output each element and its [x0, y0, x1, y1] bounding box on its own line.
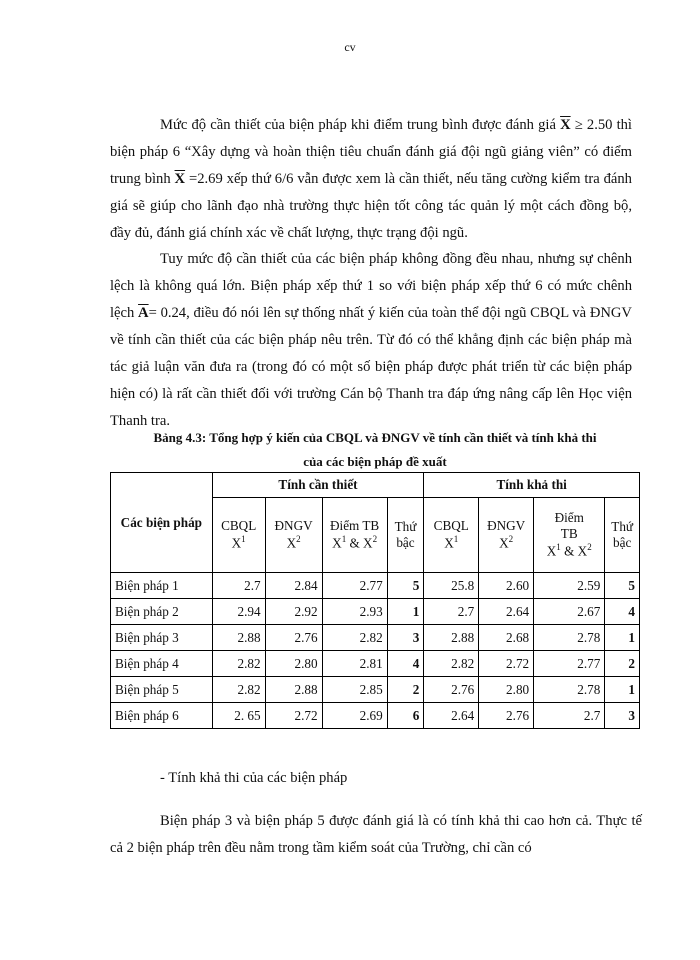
- header-f-dngv: ĐNGV $X^2$: [479, 498, 534, 573]
- cell-f-tb: 2.7: [534, 703, 605, 729]
- cell-f-cbql: 2.64: [424, 703, 479, 729]
- paragraph-necessity-threshold: Mức độ cần thiết của biện pháp khi điểm trung bình được đánh giá $\overline{X} \ge 2.50$ thì biện pháp 6 “Xây dựng và hoàn thiện tiêu chuẩn đánh giá đội ngũ giảng viên” có điểm trung bình $\overline{X} =2.69$ xếp thứ 6/6 vẫn được xem là cần thiết, nếu tăng cường kiểm tra đánh giá sẽ giúp cho lãnh đạo nhà trường thực hiện tốt công tác quản lý một cách đồng bộ, đầy đủ, đánh giá chính xác về chất lượng, thực trạng đội ngũ.: [110, 117, 632, 241]
- mean-symbol: $\overline{X}$: [174, 171, 186, 187]
- cell-name: Biện pháp 2: [111, 599, 213, 625]
- cell-f-rank: 1: [605, 625, 640, 651]
- table-row: [111, 599, 640, 625]
- header-measures: Các biện pháp: [111, 473, 213, 573]
- header-n-tb: Điểm TB $X^1$ & $X^2$: [322, 498, 387, 573]
- cell-f-rank: 1: [605, 677, 640, 703]
- header-feasibility: Tính khả thi: [424, 473, 640, 498]
- header-n-rank: Thứ bậc: [387, 498, 424, 573]
- header-f-tb: Điểm TB $X^1$ & $X^2$: [534, 498, 605, 573]
- cell-f-dngv: 2.80: [479, 677, 534, 703]
- cell-f-rank: 2: [605, 651, 640, 677]
- table-row: [111, 677, 640, 703]
- cell-n-dngv: 2.80: [265, 651, 322, 677]
- cell-name: Biện pháp 3: [111, 625, 213, 651]
- cell-f-tb: 2.78: [534, 677, 605, 703]
- cell-f-rank: 3: [605, 703, 640, 729]
- summary-table: [110, 472, 640, 729]
- cell-n-tb: 2.81: [322, 651, 387, 677]
- table-caption-line-1: Bảng 4.3: Tổng hợp ý kiến của CBQL và ĐNGV về tính cần thiết và tính khả thi: [153, 430, 597, 445]
- cell-name: Biện pháp 5: [111, 677, 213, 703]
- cell-f-cbql: 2.7: [424, 599, 479, 625]
- cell-n-rank: 6: [387, 703, 424, 729]
- difference-symbol: $\overline{A}$: [138, 305, 149, 321]
- cell-name: Biện pháp 6: [111, 703, 213, 729]
- cell-n-rank: 2: [387, 677, 424, 703]
- cell-n-cbql: 2.82: [212, 677, 265, 703]
- page-header: cv: [344, 40, 356, 54]
- cell-n-rank: 1: [387, 599, 424, 625]
- table-row: [111, 651, 640, 677]
- header-f-rank: Thứ bậc: [605, 498, 640, 573]
- header-f-cbql: CBQL $X^1$: [424, 498, 479, 573]
- cell-f-dngv: 2.60: [479, 573, 534, 599]
- cell-f-tb: 2.77: [534, 651, 605, 677]
- paragraph-feasibility: Biện pháp 3 và biện pháp 5 được đánh giá là có tính khả thi cao hơn cả. Thực tế cả 2 biện pháp trên đều nằm trong tầm kiểm soát của Trường, chỉ cần có: [110, 813, 642, 856]
- cell-n-dngv: 2.88: [265, 677, 322, 703]
- header-n-dngv: ĐNGV $X^2$: [265, 498, 322, 573]
- cell-f-rank: 4: [605, 599, 640, 625]
- cell-name: Biện pháp 4: [111, 651, 213, 677]
- cell-n-cbql: 2.82: [212, 651, 265, 677]
- table-row: [111, 625, 640, 651]
- table-row: [111, 703, 640, 729]
- cell-f-cbql: 25.8: [424, 573, 479, 599]
- cell-f-cbql: 2.88: [424, 625, 479, 651]
- feasibility-heading: - Tính khả thi của các biện pháp: [160, 770, 348, 786]
- table-caption-line-2: của các biện pháp đề xuất: [303, 454, 447, 469]
- cell-n-tb: 2.82: [322, 625, 387, 651]
- cell-f-rank: 5: [605, 573, 640, 599]
- cell-f-dngv: 2.68: [479, 625, 534, 651]
- cell-n-tb: 2.93: [322, 599, 387, 625]
- header-n-cbql: CBQL $X^1$: [212, 498, 265, 573]
- cell-n-tb: 2.77: [322, 573, 387, 599]
- cell-n-tb: 2.69: [322, 703, 387, 729]
- cell-n-rank: 4: [387, 651, 424, 677]
- cell-f-dngv: 2.76: [479, 703, 534, 729]
- cell-name: Biện pháp 1: [111, 573, 213, 599]
- cell-n-cbql: 2.94: [212, 599, 265, 625]
- cell-n-cbql: 2.7: [212, 573, 265, 599]
- cell-f-tb: 2.59: [534, 573, 605, 599]
- cell-n-rank: 3: [387, 625, 424, 651]
- cell-f-dngv: 2.72: [479, 651, 534, 677]
- paragraph-necessity-difference: Tuy mức độ cần thiết của các biện pháp không đồng đều nhau, nhưng sự chênh lệch là không quá lớn. Biện pháp xếp thứ 1 so với biện pháp xếp thứ 6 có mức chênh lệch $\overline{A}= 0.24$, điều đó nói lên sự thống nhất ý kiến của toàn thể đội ngũ CBQL và ĐNGV về tính cần thiết của các biện pháp nêu trên. Từ đó có thể khẳng định các biện pháp mà tác giả luận văn đưa ra (trong đó có một số biện pháp được phát triển từ các biện pháp hiện có) là rất cần thiết đối với trường Cán bộ Thanh tra đáp ứng nâng cấp lên Học viện Thanh tra.: [110, 251, 632, 429]
- cell-n-dngv: 2.72: [265, 703, 322, 729]
- cell-n-cbql: 2. 65: [212, 703, 265, 729]
- cell-f-cbql: 2.76: [424, 677, 479, 703]
- cell-n-dngv: 2.76: [265, 625, 322, 651]
- cell-n-cbql: 2.88: [212, 625, 265, 651]
- mean-symbol: $\overline{X}$: [560, 117, 571, 133]
- cell-f-dngv: 2.64: [479, 599, 534, 625]
- table-row: [111, 573, 640, 599]
- cell-f-tb: 2.78: [534, 625, 605, 651]
- cell-n-rank: 5: [387, 573, 424, 599]
- cell-f-tb: 2.67: [534, 599, 605, 625]
- cell-f-cbql: 2.82: [424, 651, 479, 677]
- header-necessity: Tính cần thiết: [212, 473, 424, 498]
- cell-n-tb: 2.85: [322, 677, 387, 703]
- table-caption: [110, 426, 640, 474]
- cell-n-dngv: 2.92: [265, 599, 322, 625]
- cell-n-dngv: 2.84: [265, 573, 322, 599]
